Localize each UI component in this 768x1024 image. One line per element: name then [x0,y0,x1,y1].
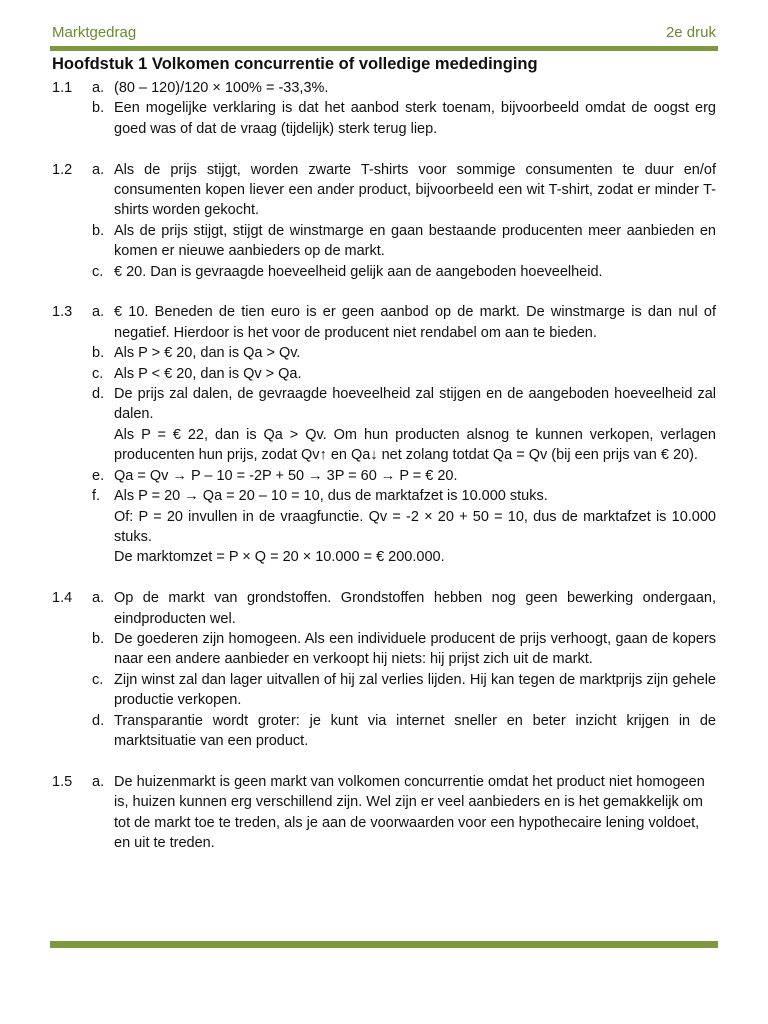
answer-item [92,78,716,98]
answer-letter: a. [92,80,105,96]
footer-divider [50,941,718,948]
answer-item [92,629,716,670]
answer-text [114,629,716,670]
answer-line: De goederen zijn homogeen. Als een individuele producent de prijs verhoogt, gaan de kopers naar een andere aanbieder en verkoopt hij niets: hij prijst zich uit de markt. [114,630,716,668]
question-number: 1.4 [52,590,73,607]
answer-line: De marktomzet = P × Q = 20 × 10.000 = € 200.000. [114,549,445,566]
answer-text [114,711,716,752]
question-number: 1.5 [52,773,73,790]
answer-text [114,364,716,384]
chapter-title: Hoofdstuk 1 Volkomen concurrentie of volledige mededinging [52,55,538,73]
answer-line: (80 – 120)/120 × 100% = -33,3%. [114,80,329,96]
answer-item [92,772,716,854]
answer-line: Als P = 20 → Qa = 20 – 10 = 10, dus de marktafzet is 10.000 stuks. [114,488,548,505]
answer-letter: c. [92,671,104,688]
answer-text [114,302,716,343]
answer-line: Als P < € 20, dan is Qv > Qa. [114,365,302,382]
answer-letter: c. [92,263,104,280]
answer-line: Of: P = 20 invullen in de vraagfunctie. Qv = -2 × 20 + 50 = 10, dus de marktafzet is 10.000 stuks. [114,508,716,545]
answer-item [92,221,716,262]
answer-letter: f. [92,488,101,505]
answer-item [92,364,716,384]
answer-line: Op de markt van grondstoffen. Grondstoffen hebben nog geen bewerking ondergaan, eindproducten wel. [114,590,716,627]
answer-item [92,343,716,363]
question-answers [92,588,716,751]
question-answers [92,302,716,567]
header-book-title: Marktgedrag [52,24,137,41]
question-answers [92,78,716,139]
answer-line: Als de prijs stijgt, worden zwarte T-shirts voor sommige consumenten te duur en/of consumenten kopen liever een ander product, bijvoorbeeld een wit T-shirt, zodat er minder T-shirts worden gekocht. [114,161,716,219]
answer-text [114,262,716,282]
answer-line: Als de prijs stijgt, stijgt de winstmarge en gaan bestaande producenten meer aanbieden en komen er nieuwe aanbieders op de markt. [114,222,716,260]
answer-item [92,384,716,466]
answer-letter: e. [92,467,105,484]
question-answers [92,160,716,282]
answer-text [114,221,716,262]
answer-text [114,98,716,139]
answer-letter: d. [92,712,105,729]
question-1-2 [52,160,716,282]
answer-item [92,486,716,568]
answer-letter: b. [92,222,105,239]
answer-line: De prijs zal dalen, de gevraagde hoeveelheid zal stijgen en de aangeboden hoeveelheid zal dalen. [114,386,716,423]
question-number: 1.3 [52,304,73,321]
answer-line: De huizenmarkt is geen markt van volkomen concurrentie omdat het product niet homogeen is, huizen kunnen erg verschillend zijn. Wel zijn er veel aanbieders en is het gemakkelijk om tot de markt toe te treden, als je aan de voorwaarden voor een hypothecaire lening voldoet, en uit te treden. [114,773,705,851]
answer-line: Zijn winst zal dan lager uitvallen of hij zal verlies lijden. Hij kan tegen de marktprijs zijn gehele productie verkopen. [114,671,716,709]
page-header [50,0,718,51]
question-answers [92,772,716,854]
answer-line: € 10. Beneden de tien euro is er geen aanbod op de markt. De winstmarge is dan nul of negatief. Hierdoor is het voor de producent niet rendabel om aan te bieden. [114,304,716,341]
answer-letter: a. [92,304,105,321]
answer-item [92,98,716,139]
answer-line: Als P > € 20, dan is Qa > Qv. [114,345,301,362]
question-number: 1.2 [52,161,73,178]
answer-text [114,670,716,711]
answer-item [92,588,716,629]
answer-line: € 20. Dan is gevraagde hoeveelheid gelijk aan de aangeboden hoeveelheid. [114,263,603,280]
question-number: 1.1 [52,80,73,96]
answer-letter: a. [92,590,105,607]
answer-text [114,160,716,221]
answers-content [52,78,716,874]
question-1-1 [52,78,716,139]
answer-item [92,466,716,486]
answer-text [114,384,716,466]
answer-item [92,711,716,752]
question-1-5 [52,772,716,854]
question-1-3 [52,302,716,567]
answer-letter: c. [92,365,104,382]
answer-line: Een mogelijke verklaring is dat het aanbod sterk toenam, bijvoorbeeld omdat de oogst erg goed was of dat de vraag (tijdelijk) sterk terug liep. [114,100,716,137]
answer-letter: b. [92,100,105,117]
answer-line: Transparantie wordt groter: je kunt via internet sneller en beter inzicht krijgen in de marktsituatie van een product. [114,712,716,749]
answer-letter: a. [92,161,105,178]
header-edition: 2e druk [665,24,716,41]
answer-letter: d. [92,386,105,403]
answer-text [114,588,716,629]
answer-item [92,670,716,711]
question-1-4 [52,588,716,751]
answer-item [92,302,716,343]
answer-text [114,486,716,568]
answer-text [114,466,716,486]
answer-line: Qa = Qv → P – 10 = -2P + 50 → 3P = 60 → P = € 20. [114,467,458,484]
answer-item [92,160,716,221]
answer-line: Als P = € 22, dan is Qa > Qv. Om hun producten alsnog te kunnen verkopen, verlagen producenten hun prijs, zodat Qv↑ en Qa↓ net zolang totdat Qa = Qv (bij een prijs van € 20). [114,426,716,464]
answer-text [114,343,716,363]
answer-letter: b. [92,345,105,362]
answer-letter: b. [92,630,105,647]
answer-text [114,772,716,854]
answer-text [114,78,716,98]
answer-letter: a. [92,773,105,790]
answer-item [92,262,716,282]
